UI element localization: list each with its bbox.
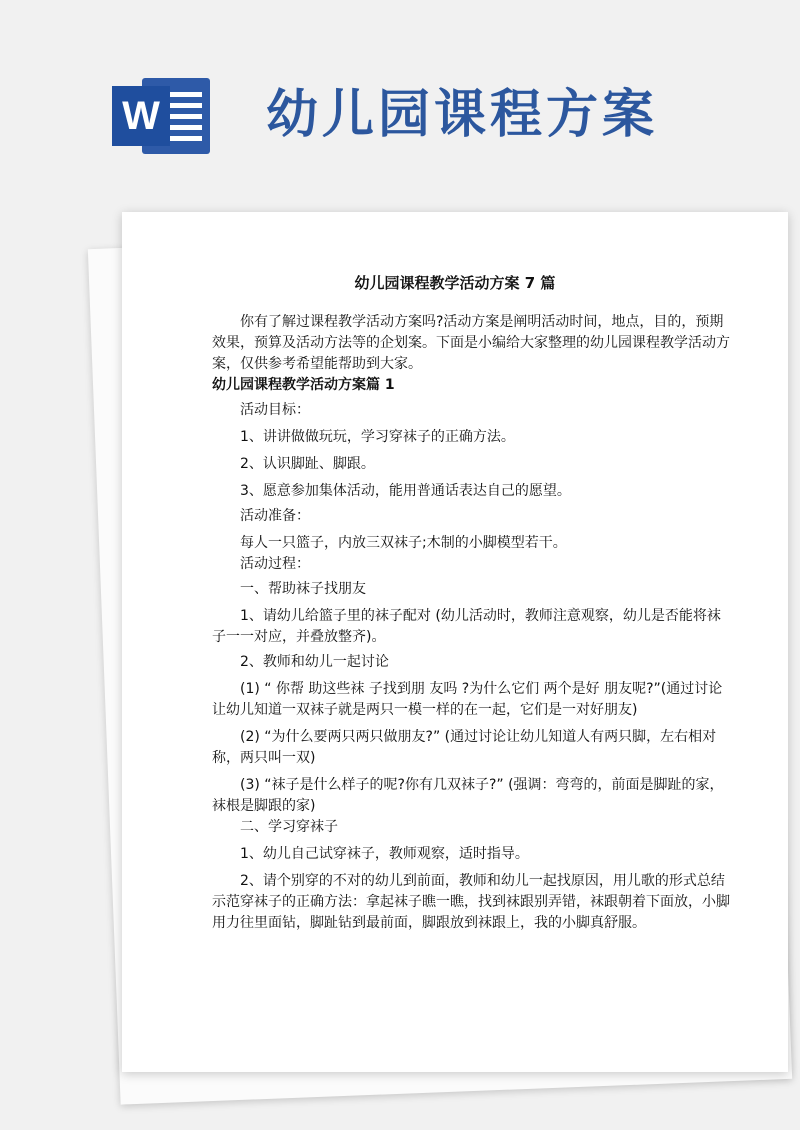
body-paragraph: 1、讲讲做做玩玩，学习穿袜子的正确方法。 [240,429,515,445]
body-paragraph: 二、学习穿袜子 [240,819,338,835]
body-paragraph: (2) “为什么要两只两只做朋友?” (通过讨论让幼儿知道人有两只脚，左右相对称，两只叫一双) [212,729,717,766]
body-paragraph: 2、认识脚趾、脚跟。 [240,456,375,472]
body-paragraph: 活动准备： [240,508,310,524]
intro-paragraph: 你有了解过课程教学活动方案吗?活动方案是阐明活动时间，地点，目的，预期效果，预算及活动方法等的企划案。下面是小编给大家整理的幼儿园课程教学活动方案，仅供参考希望能帮助到大家。 [212,314,730,372]
body-paragraph: 一、帮助袜子找朋友 [240,581,366,597]
document-title: 幼儿园课程教学活动方案 7 篇 [354,274,556,292]
body-paragraph: 1、请幼儿给篮子里的袜子配对 (幼儿活动时，教师注意观察，幼儿是否能将袜子一一对应，并叠放整齐)。 [212,608,721,645]
document-page [122,212,788,1072]
section-heading: 幼儿园课程教学活动方案篇 1 [212,377,395,393]
document-body [212,312,732,934]
body-paragraph: 3、愿意参加集体活动，能用普通话表达自己的愿望。 [240,483,571,499]
body-paragraph: 活动过程： [240,556,310,572]
body-paragraph: (3) “袜子是什么样子的呢?你有几双袜子?” (强调：弯弯的，前面是脚趾的家，袜根是脚跟的家) [212,777,724,814]
header-banner [0,0,800,200]
body-paragraph: 2、教师和幼儿一起讨论 [240,654,389,670]
body-paragraph: (1) “ 你帮 助这些袜 子找到朋 友吗 ?为什么它们 两个是好 朋友呢?”(通过讨论让幼儿知道一双袜子就是两只一模一样的在一起，它们是一对好朋友) [212,681,723,718]
body-paragraph: 1、幼儿自己试穿袜子，教师观察，适时指导。 [240,846,529,862]
body-paragraph: 每人一只篮子，内放三双袜子;木制的小脚模型若干。 [240,535,567,551]
banner-title: 幼儿园课程方案 [266,85,659,145]
body-paragraph: 2、请个别穿的不对的幼儿到前面，教师和幼儿一起找原因，用儿歌的形式总结示范穿袜子的正确方法：拿起袜子瞧一瞧，找到袜跟别弄错，袜跟朝着下面放，小脚用力往里面钻，脚趾钻到最前面，脚跟放到袜跟上，我的小脚真舒服。 [212,873,730,931]
word-icon-letter: W [112,86,170,146]
body-paragraph: 活动目标： [240,402,310,418]
word-document-icon [112,76,212,156]
